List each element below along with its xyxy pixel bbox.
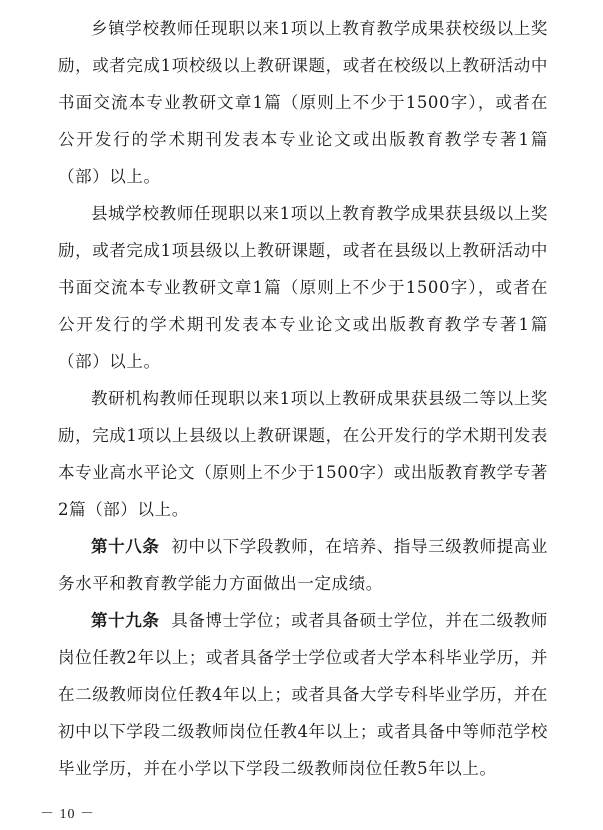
paragraph-text: 县城学校教师任现职以来1项以上教育教学成果获县级以上奖励，或者完成1项县级以上教研课题，或者在县级以上教研活动中书面交流本专业教研文章1篇（原则上不少于1500字），或者在公开发行的学术期刊发表本专业论文或出版教育教学专著1篇（部）以上。 xyxy=(58,204,548,371)
article-number: 第十八条 xyxy=(91,537,160,556)
paragraph-text: 乡镇学校教师任现职以来1项以上教育教学成果获校级以上奖励，或者完成1项校级以上教研课题，或者在校级以上教研活动中书面交流本专业教研文章1篇（原则上不少于1500字），或者在公开发行的学术期刊发表本专业论文或出版教育教学专著1篇（部）以上。 xyxy=(58,19,548,186)
paragraph-text: 初中以下学段教师，在培养、指导三级教师提高业务水平和教育教学能力方面做出一定成绩。 xyxy=(58,537,549,593)
article-number: 第十九条 xyxy=(91,611,160,630)
paragraph-text: 教研机构教师任现职以来1项以上教研成果获县级二等以上奖励，完成1项以上县级以上教研课题，在公开发行的学术期刊发表本专业高水平论文（原则上不少于1500字）或出版教育教学专著2篇（部）以上。 xyxy=(58,389,548,519)
paragraph-text: 具备博士学位；或者具备硕士学位，并在二级教师岗位任教2年以上；或者具备学士学位或者大学本科毕业学历，并在二级教师岗位任教4年以上；或者具备大学专科毕业学历，并在初中以下学段二级教师岗位任教4年以上；或者具备中等师范学校毕业学历，并在小学以下学段二级教师岗位任教5年以上。 xyxy=(58,611,549,778)
paragraph-township-teachers xyxy=(58,10,548,195)
paragraph-research-teachers xyxy=(58,380,548,528)
paragraph-county-teachers xyxy=(58,195,548,380)
document-body xyxy=(58,10,548,787)
article-19 xyxy=(58,602,548,787)
page-number: － 10 － xyxy=(40,807,95,822)
article-18 xyxy=(58,528,548,602)
